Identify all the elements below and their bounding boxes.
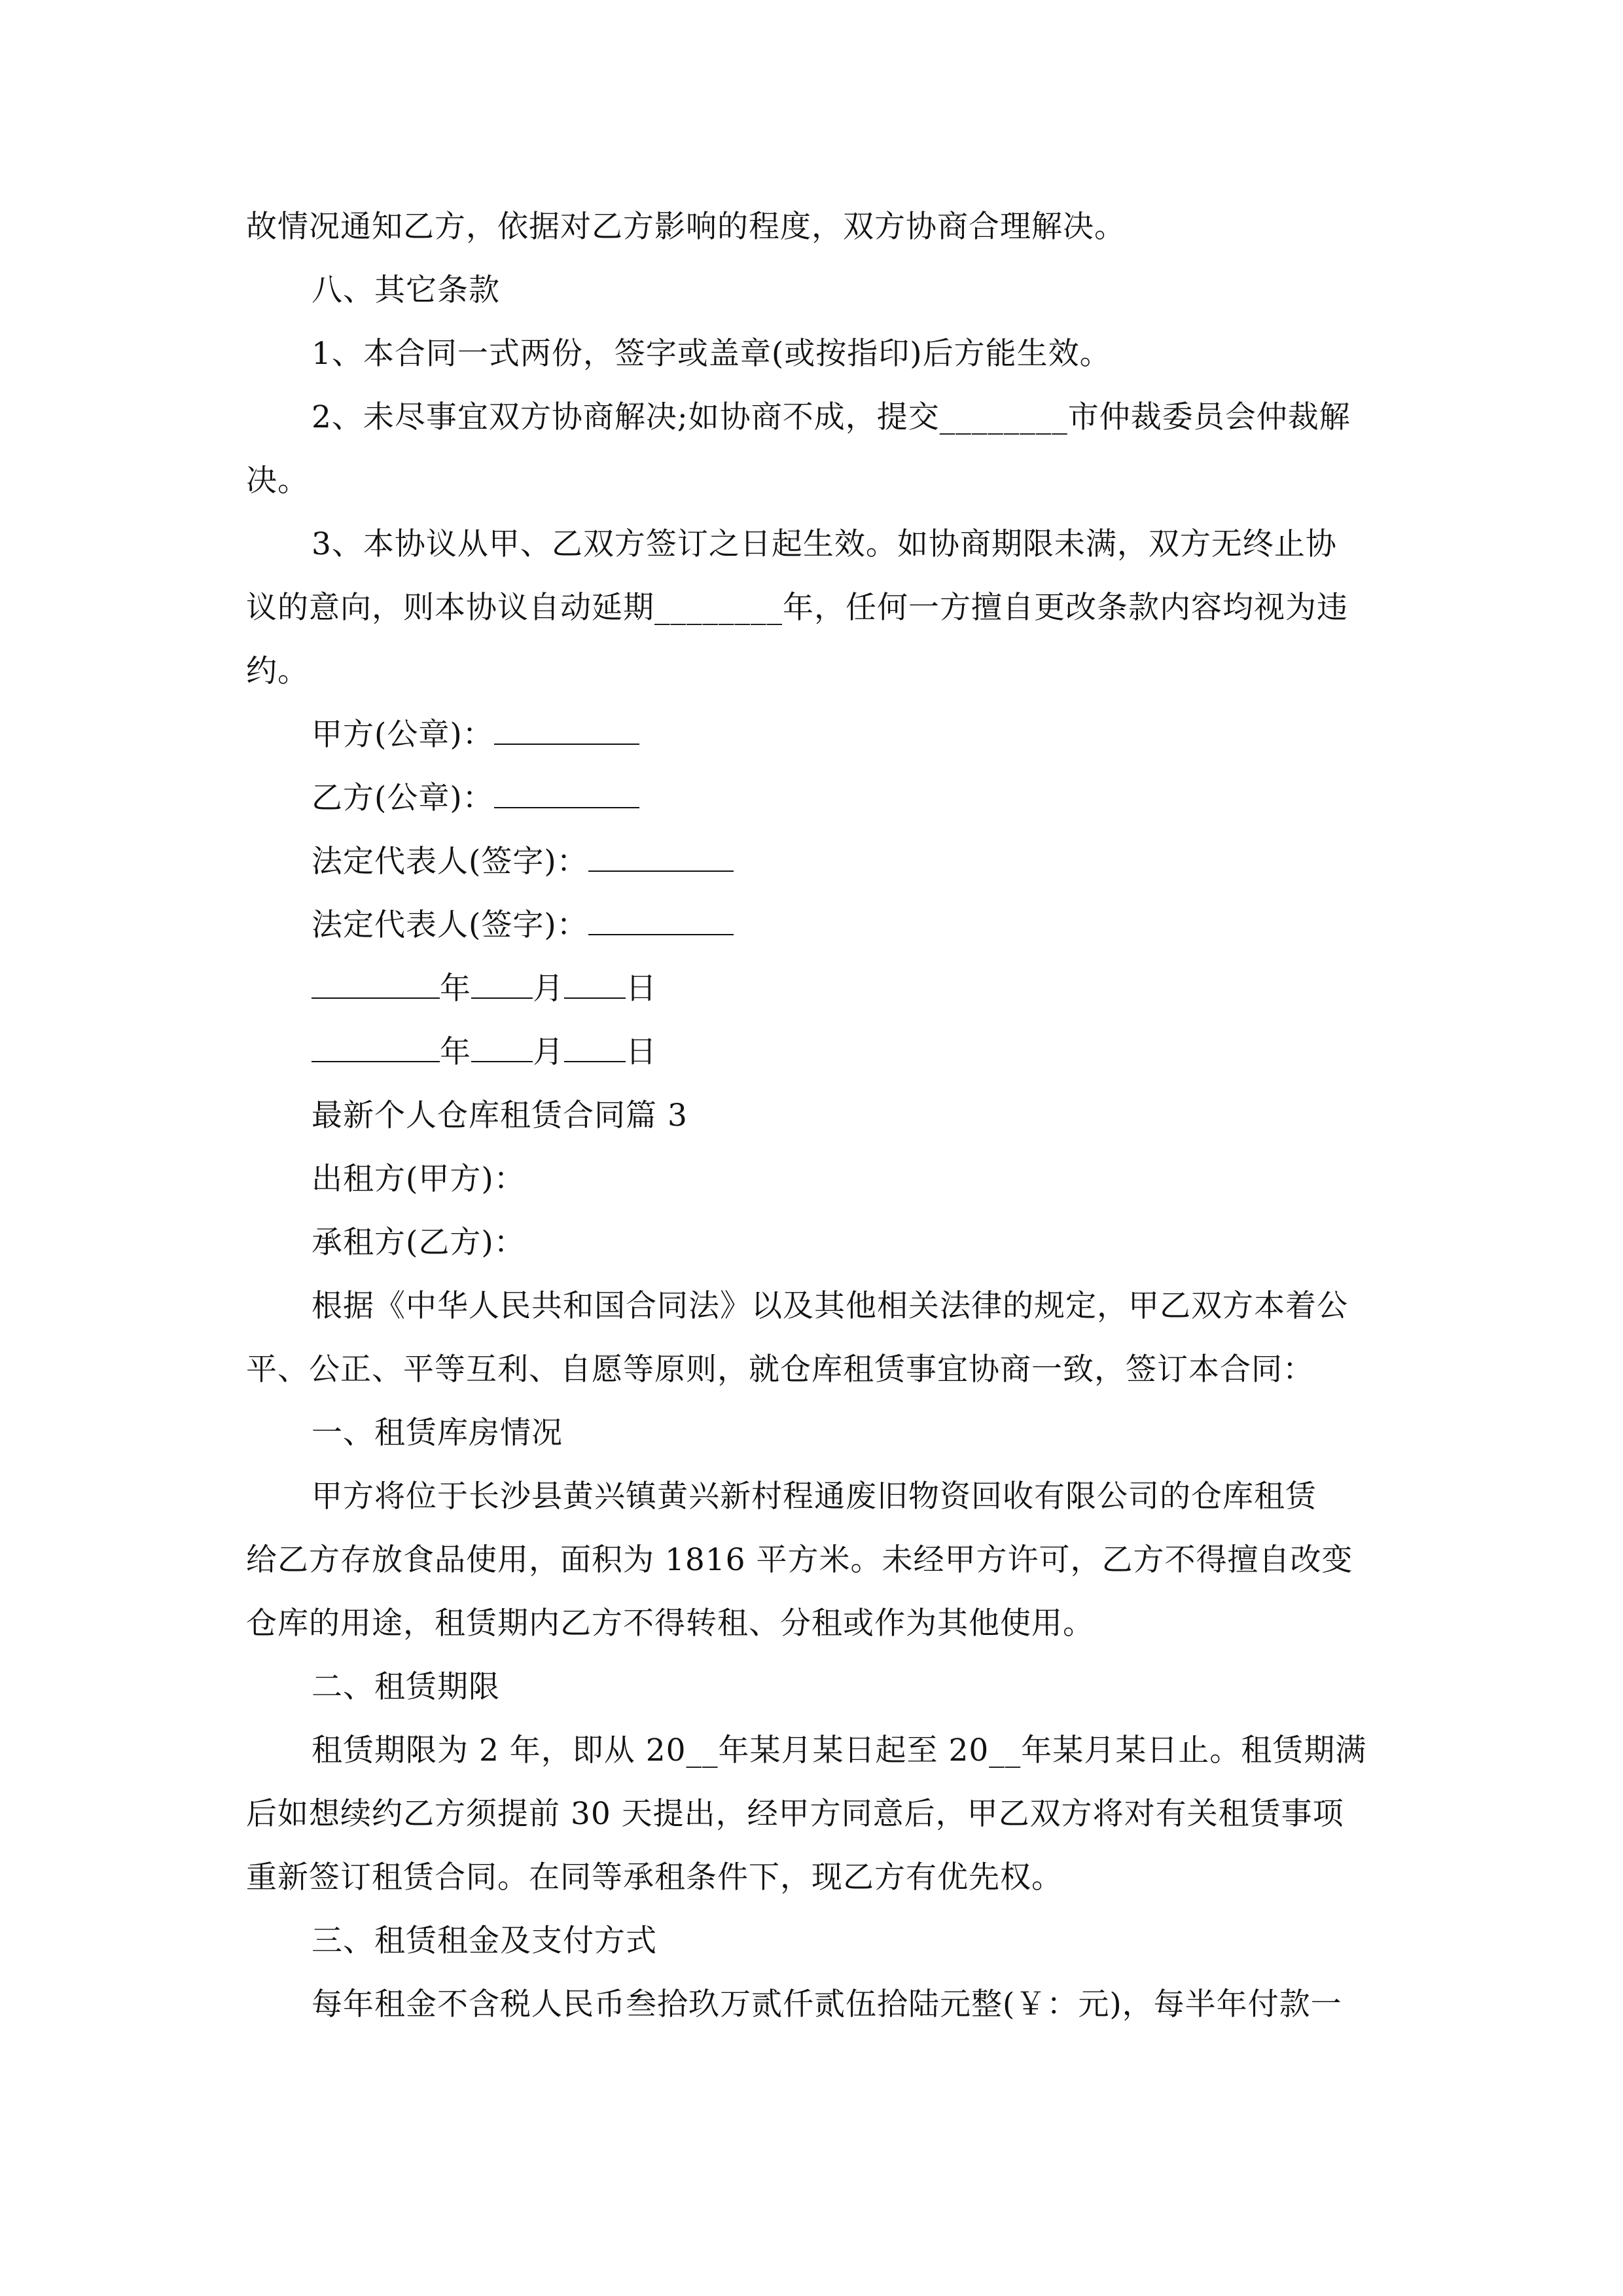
day-blank [564,971,626,999]
signature-legal-rep-1 [246,830,1378,893]
clause-line: 1、本合同一式两份，签字或盖章(或按指印)后方能生效。 [312,336,1111,372]
paragraph-line: 每年租金不含税人民币叁拾玖万贰仟贰伍拾陆元整(￥：元)，每半年付款一 [312,1986,1342,2022]
paragraph-line: 重新签订租赁合同。在同等承租条件下，现乙方有优先权。 [246,1859,1063,1895]
year-blank [312,1035,440,1062]
signature-blank [494,781,639,808]
intro-line: 平、公正、平等互利、自愿等原则，就仓库租赁事宜协商一致，签订本合同： [246,1352,1314,1388]
paragraph-line: 仓库的用途，租赁期内乙方不得转租、分租或作为其他使用。 [246,1605,1094,1641]
signature-label: 甲方(公章)： [312,717,494,753]
year-label: 年 [440,1034,471,1070]
lessor-line: 出租方(甲方)： [312,1161,526,1197]
section-heading: 三、租赁租金及支付方式 [312,1923,657,1959]
signature-party-a [246,703,1378,766]
date-line-1 [246,957,1378,1020]
signature-label: 法定代表人(签字)： [312,844,588,880]
signature-blank [588,908,734,935]
paragraph-line: 故情况通知乙方，依据对乙方影响的程度，双方协商合理解决。 [246,209,1126,245]
paragraph-line: 甲方将位于长沙县黄兴镇黄兴新村程通废旧物资回收有限公司的仓库租赁 [312,1479,1317,1515]
section-heading: 二、租赁期限 [312,1669,500,1705]
lessee-line: 承租方(乙方)： [312,1225,526,1261]
clause-line: 议的意向，则本协议自动延期________年，任何一方擅自更改条款内容均视为违 [246,590,1348,626]
paragraph-line: 租赁期限为 2 年，即从 20__年某月某日起至 20__年某月某日止。租赁期满 [312,1732,1367,1768]
year-label: 年 [440,971,471,1007]
contract-title: 最新个人仓库租赁合同篇 3 [312,1098,688,1134]
signature-blank [494,717,639,745]
section-heading: 八、其它条款 [312,272,500,308]
day-label: 日 [626,1034,657,1070]
signature-label: 乙方(公章)： [312,780,494,816]
month-blank [471,1035,533,1062]
month-label: 月 [533,971,564,1007]
day-blank [564,1035,626,1062]
signature-blank [588,844,734,872]
clause-line: 3、本协议从甲、乙双方签订之日起生效。如协商期限未满，双方无终止协 [312,526,1337,562]
month-label: 月 [533,1034,564,1070]
section-heading: 一、租赁库房情况 [312,1415,563,1451]
clause-line: 2、未尽事宜双方协商解决;如协商不成，提交________市仲裁委员会仲裁解 [312,399,1351,435]
paragraph-line: 给乙方存放食品使用，面积为 1816 平方米。未经甲方许可，乙方不得擅自改变 [246,1542,1353,1578]
year-blank [312,971,440,999]
signature-legal-rep-2 [246,893,1378,957]
date-line-2 [246,1020,1378,1084]
document-body [246,195,1378,2036]
signature-party-b [246,766,1378,830]
clause-line: 约。 [246,653,309,689]
clause-line: 决。 [246,463,309,499]
month-blank [471,971,533,999]
intro-line: 根据《中华人民共和国合同法》以及其他相关法律的规定，甲乙双方本着公 [312,1288,1348,1324]
day-label: 日 [626,971,657,1007]
paragraph-line: 后如想续约乙方须提前 30 天提出，经甲方同意后，甲乙双方将对有关租赁事项 [246,1796,1344,1832]
signature-label: 法定代表人(签字)： [312,907,588,943]
